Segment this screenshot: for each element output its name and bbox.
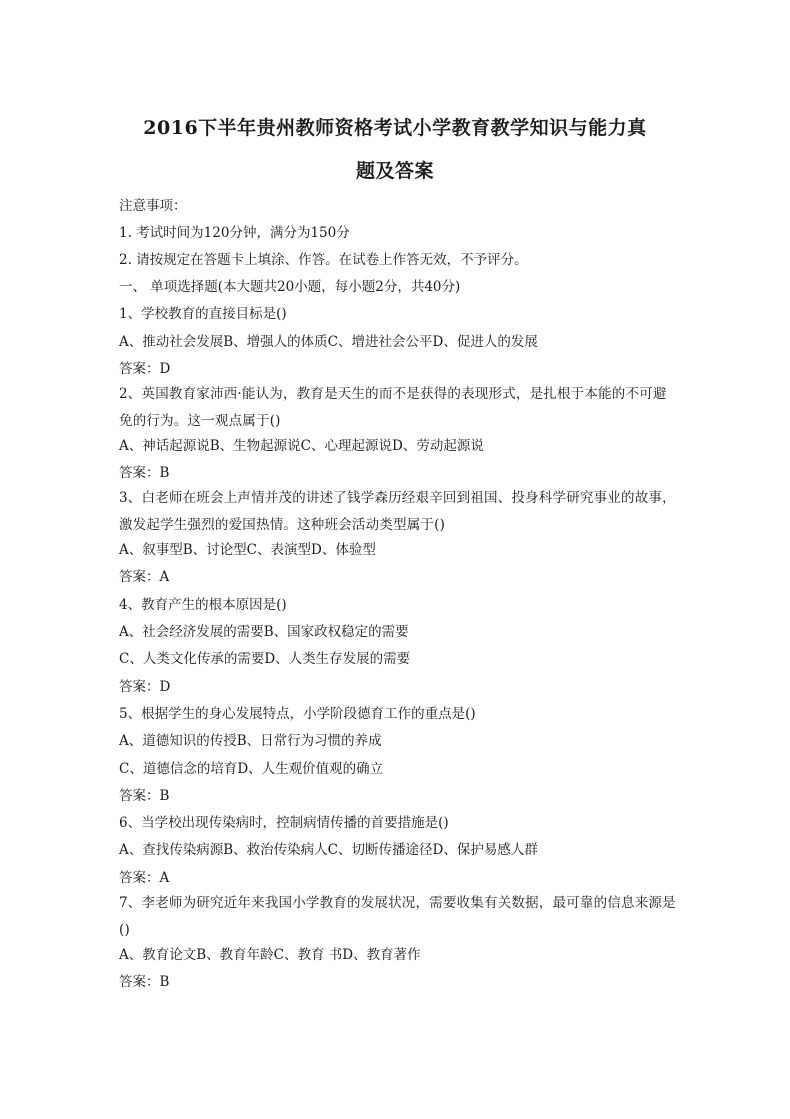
question-4-options-2: C、人类文化传承的需要D、人类生存发展的需要	[119, 651, 411, 667]
notice-item-1: 1. 考试时间为120分钟，满分为150分	[119, 225, 350, 241]
question-1-stem: 1、学校教育的直接目标是()	[119, 306, 287, 322]
question-6-stem: 6、当学校出现传染病时，控制病情传播的首要措施是()	[119, 815, 449, 831]
question-4-answer: 答案：D	[119, 679, 171, 695]
question-2-options: A、神话起源说B、生物起源说C、心理起源说D、劳动起源说	[119, 438, 484, 454]
question-5-options-1: A、道德知识的传授B、日常行为习惯的养成	[119, 733, 382, 749]
question-7-options: A、教育论文B、教育年龄C、教育 书D、教育著作	[119, 947, 421, 963]
question-3-options: A、叙事型B、讨论型C、表演型D、体验型	[119, 542, 376, 558]
question-2-answer: 答案：B	[119, 465, 170, 481]
section-heading: 一、 单项选择题(本大题共20小题，每小题2分，共40分)	[119, 279, 461, 295]
question-4-stem: 4、教育产生的根本原因是()	[119, 597, 287, 613]
question-3-stem: 3、白老师在班会上声情并茂的讲述了钱学森历经艰辛回到祖国、投身科学研究事业的故事，激发起学生强烈的爱国热情。这种班会活动类型属于()	[119, 490, 676, 533]
question-2-stem: 2、英国教育家沛西·能认为，教育是天生的而不是获得的表现形式，是扎根于本能的不可避免的行为。这一观点属于()	[119, 386, 667, 429]
notice-item-2: 2. 请按规定在答题卡上填涂、作答。在试卷上作答无效，不予评分。	[119, 252, 528, 268]
document-title-line-2: 题及答案	[355, 160, 434, 182]
question-5-answer: 答案：B	[119, 788, 170, 804]
question-5-options-2: C、道德信念的培育D、人生观价值观的确立	[119, 761, 384, 777]
question-6-answer: 答案：A	[119, 870, 170, 886]
question-7-stem: 7、李老师为研究近年来我国小学教育的发展状况，需要收集有关数据，最可靠的信息来源是()	[119, 895, 676, 938]
question-1-options: A、推动社会发展B、增强人的体质C、增进社会公平D、促进人的发展	[119, 334, 538, 350]
question-1-answer: 答案：D	[119, 361, 171, 377]
question-4-options-1: A、社会经济发展的需要B、国家政权稳定的需要	[119, 624, 409, 640]
notice-heading: 注意事项：	[119, 198, 187, 214]
question-3-answer: 答案：A	[119, 569, 170, 585]
question-5-stem: 5、根据学生的身心发展特点，小学阶段德育工作的重点是()	[119, 706, 476, 722]
question-6-options: A、查找传染病源B、救治传染病人C、切断传播途径D、保护易感人群	[119, 842, 538, 858]
question-7-answer: 答案：B	[119, 974, 170, 990]
document-title-line-1: 2016下半年贵州教师资格考试小学教育教学知识与能力真	[143, 117, 647, 139]
